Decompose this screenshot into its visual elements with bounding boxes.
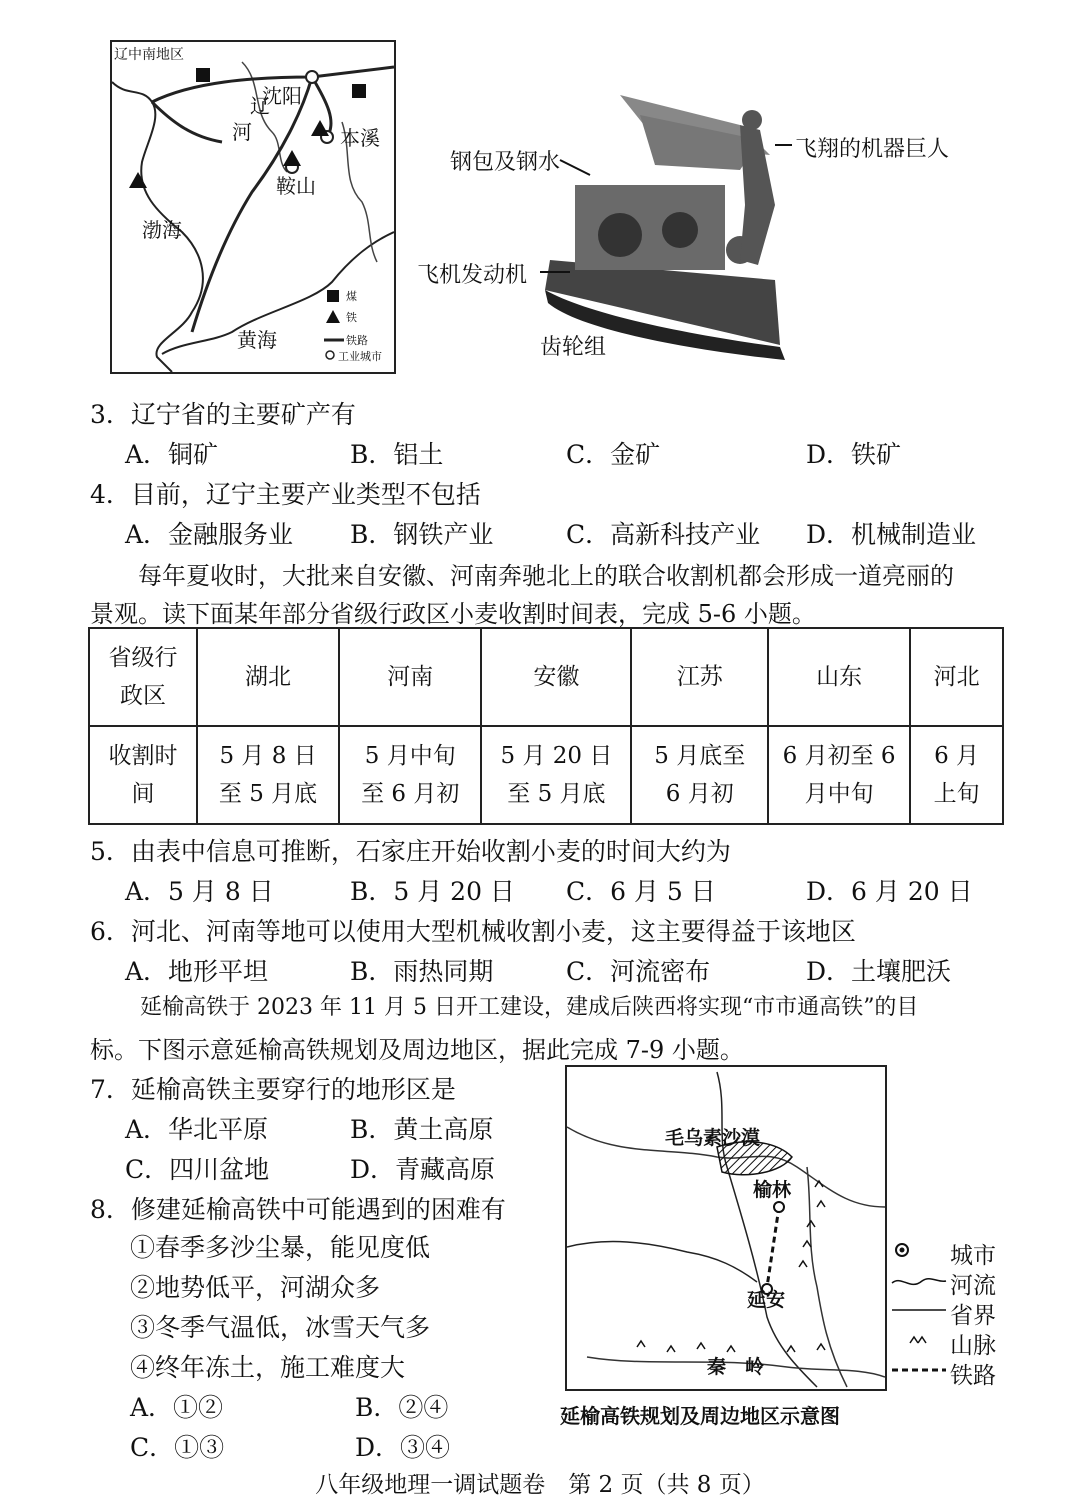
q3-option-a[interactable]: A．铜矿: [125, 440, 219, 469]
q4-stem: 4．目前，辽宁主要产业类型不包括: [90, 480, 481, 509]
table-cell: 安徽: [481, 628, 631, 726]
label-bohai: 渤海: [142, 218, 182, 242]
sculpture-drawing: [440, 85, 1000, 365]
q7-option-b[interactable]: B．黄土高原: [350, 1115, 494, 1144]
legend-province-boundary: 省界: [950, 1303, 996, 1329]
yulin-city-marker: [774, 1202, 784, 1212]
legend-mountain: 山脉: [950, 1333, 996, 1359]
q5-option-d[interactable]: D．6 月 20 日: [806, 877, 973, 906]
q8-item-1: ①春季多沙尘暴，能见度低: [130, 1233, 431, 1262]
table-cell: 河南: [339, 628, 481, 726]
table-cell: 5 月中旬 至 6 月初: [339, 726, 481, 824]
table-cell: 6 月初至 6 月中旬: [768, 726, 910, 824]
table-header-cell: 收割时 间: [89, 726, 197, 824]
table-cell: 5 月底至 6 月初: [631, 726, 768, 824]
table-cell: 5 月 20 日 至 5 月底: [481, 726, 631, 824]
q8-option-a[interactable]: A．①②: [130, 1393, 224, 1422]
label-shenyang: 沈阳: [262, 84, 302, 108]
table-row: [89, 726, 1003, 824]
label-benxi: 本溪: [340, 126, 380, 150]
shaanxi-map: [565, 1065, 887, 1391]
coal-symbol: [352, 84, 366, 98]
label-qinling: 秦 岭: [707, 1356, 765, 1378]
q5-option-b[interactable]: B．5 月 20 日: [350, 877, 515, 906]
intro56-line1: 每年夏收时，大批来自安徽、河南奔驰北上的联合收割机都会形成一道亮丽的: [138, 562, 954, 590]
q3-stem: 3．辽宁省的主要矿产有: [90, 400, 356, 429]
railway-line: [767, 1207, 779, 1287]
table-row: [89, 628, 1003, 726]
table-cell: 江苏: [631, 628, 768, 726]
table-cell: 河北: [910, 628, 1003, 726]
label-huanghai: 黄海: [237, 328, 277, 352]
sculpture-figure: [417, 85, 1000, 365]
q8-item-4: ④终年冻土，施工难度大: [130, 1353, 406, 1382]
legend-coal: 煤: [346, 290, 357, 303]
label-he: 河: [232, 120, 252, 144]
label-engine: 飞机发动机: [417, 263, 528, 288]
q8-option-d[interactable]: D．③④: [355, 1433, 451, 1462]
intro79-line2: 标。下图示意延榆高铁规划及周边地区，据此完成 7-9 小题。: [90, 1036, 744, 1064]
legend-river: 河流: [950, 1273, 996, 1299]
label-ladle: 钢包及钢水: [450, 150, 561, 175]
table-cell: 6 月 上旬: [910, 726, 1003, 824]
label-liao: 辽: [250, 94, 270, 118]
table-header-cell: 省级行 政区: [89, 628, 197, 726]
q7-stem: 7．延榆高铁主要穿行的地形区是: [90, 1075, 456, 1104]
iron-symbol: [283, 150, 301, 166]
legend-railway: 铁路: [950, 1363, 996, 1389]
q5-stem: 5．由表中信息可推断，石家庄开始收割小麦的时间大约为: [90, 837, 731, 866]
q8-item-3: ③冬季气温低，冰雪天气多: [130, 1313, 431, 1342]
q7-option-a[interactable]: A．华北平原: [125, 1115, 269, 1144]
label-desert: 毛乌素沙漠: [665, 1127, 761, 1149]
shaanxi-legend-symbols: [888, 1235, 948, 1395]
q6-option-c[interactable]: C．河流密布: [566, 957, 711, 986]
q6-option-b[interactable]: B．雨热同期: [350, 957, 494, 986]
q8-option-b[interactable]: B．②④: [355, 1393, 449, 1422]
liaoning-map: [110, 40, 396, 374]
q6-option-a[interactable]: A．地形平坦: [125, 957, 269, 986]
legend-industrial-city: 工业城市: [338, 350, 382, 363]
iron-symbol: [311, 120, 329, 136]
label-gears: 齿轮组: [540, 335, 607, 360]
q3-option-c[interactable]: C．金矿: [566, 440, 661, 469]
q3-option-b[interactable]: B．铝土: [350, 440, 444, 469]
label-anshan: 鞍山: [276, 174, 316, 198]
intro56-line2: 景观。读下面某年部分省级行政区小麦收割时间表，完成 5-6 小题。: [90, 600, 816, 628]
q3-option-d[interactable]: D．铁矿: [806, 440, 902, 469]
harvest-table: [88, 627, 1004, 825]
q4-option-c[interactable]: C．高新科技产业: [566, 520, 761, 549]
label-yanan: 延安: [747, 1289, 786, 1311]
q8-item-2: ②地势低平，河湖众多: [130, 1273, 381, 1302]
q5-option-c[interactable]: C．6 月 5 日: [566, 877, 716, 906]
shenyang-city-marker: [306, 71, 318, 83]
q4-option-d[interactable]: D．机械制造业: [806, 520, 977, 549]
shaanxi-map-drawing: [567, 1067, 885, 1389]
label-yulin: 榆林: [753, 1179, 792, 1201]
iron-symbol: [129, 172, 147, 188]
q8-option-c[interactable]: C．①③: [130, 1433, 225, 1462]
legend-city: 城市: [950, 1243, 996, 1269]
coal-symbol: [196, 68, 210, 82]
table-cell: 湖北: [197, 628, 339, 726]
intro79-line1: 延榆高铁于 2023 年 11 月 5 日开工建设，建成后陕西将实现“市市通高铁”的目: [140, 995, 919, 1020]
q6-option-d[interactable]: D．土壤肥沃: [806, 957, 952, 986]
q7-option-d[interactable]: D．青藏高原: [350, 1155, 496, 1184]
q8-stem: 8．修建延榆高铁中可能遇到的困难有: [90, 1195, 506, 1224]
map-title: 辽中南地区: [114, 47, 184, 63]
q5-option-a[interactable]: A．5 月 8 日: [125, 877, 274, 906]
q4-option-b[interactable]: B．钢铁产业: [350, 520, 494, 549]
table-cell: 山东: [768, 628, 910, 726]
legend-railway: 铁路: [346, 334, 368, 347]
page-footer: 八年级地理一调试题卷 第 2 页（共 8 页）: [315, 1472, 765, 1498]
q7-option-c[interactable]: C．四川盆地: [125, 1155, 270, 1184]
map-caption: 延榆高铁规划及周边地区示意图: [560, 1404, 840, 1428]
table-cell: 5 月 8 日 至 5 月底: [197, 726, 339, 824]
legend-iron: 铁: [346, 311, 357, 324]
label-robot: 飞翔的机器巨人: [795, 137, 950, 162]
q6-stem: 6．河北、河南等地可以使用大型机械收割小麦，这主要得益于该地区: [90, 917, 856, 946]
q4-option-a[interactable]: A．金融服务业: [125, 520, 294, 549]
